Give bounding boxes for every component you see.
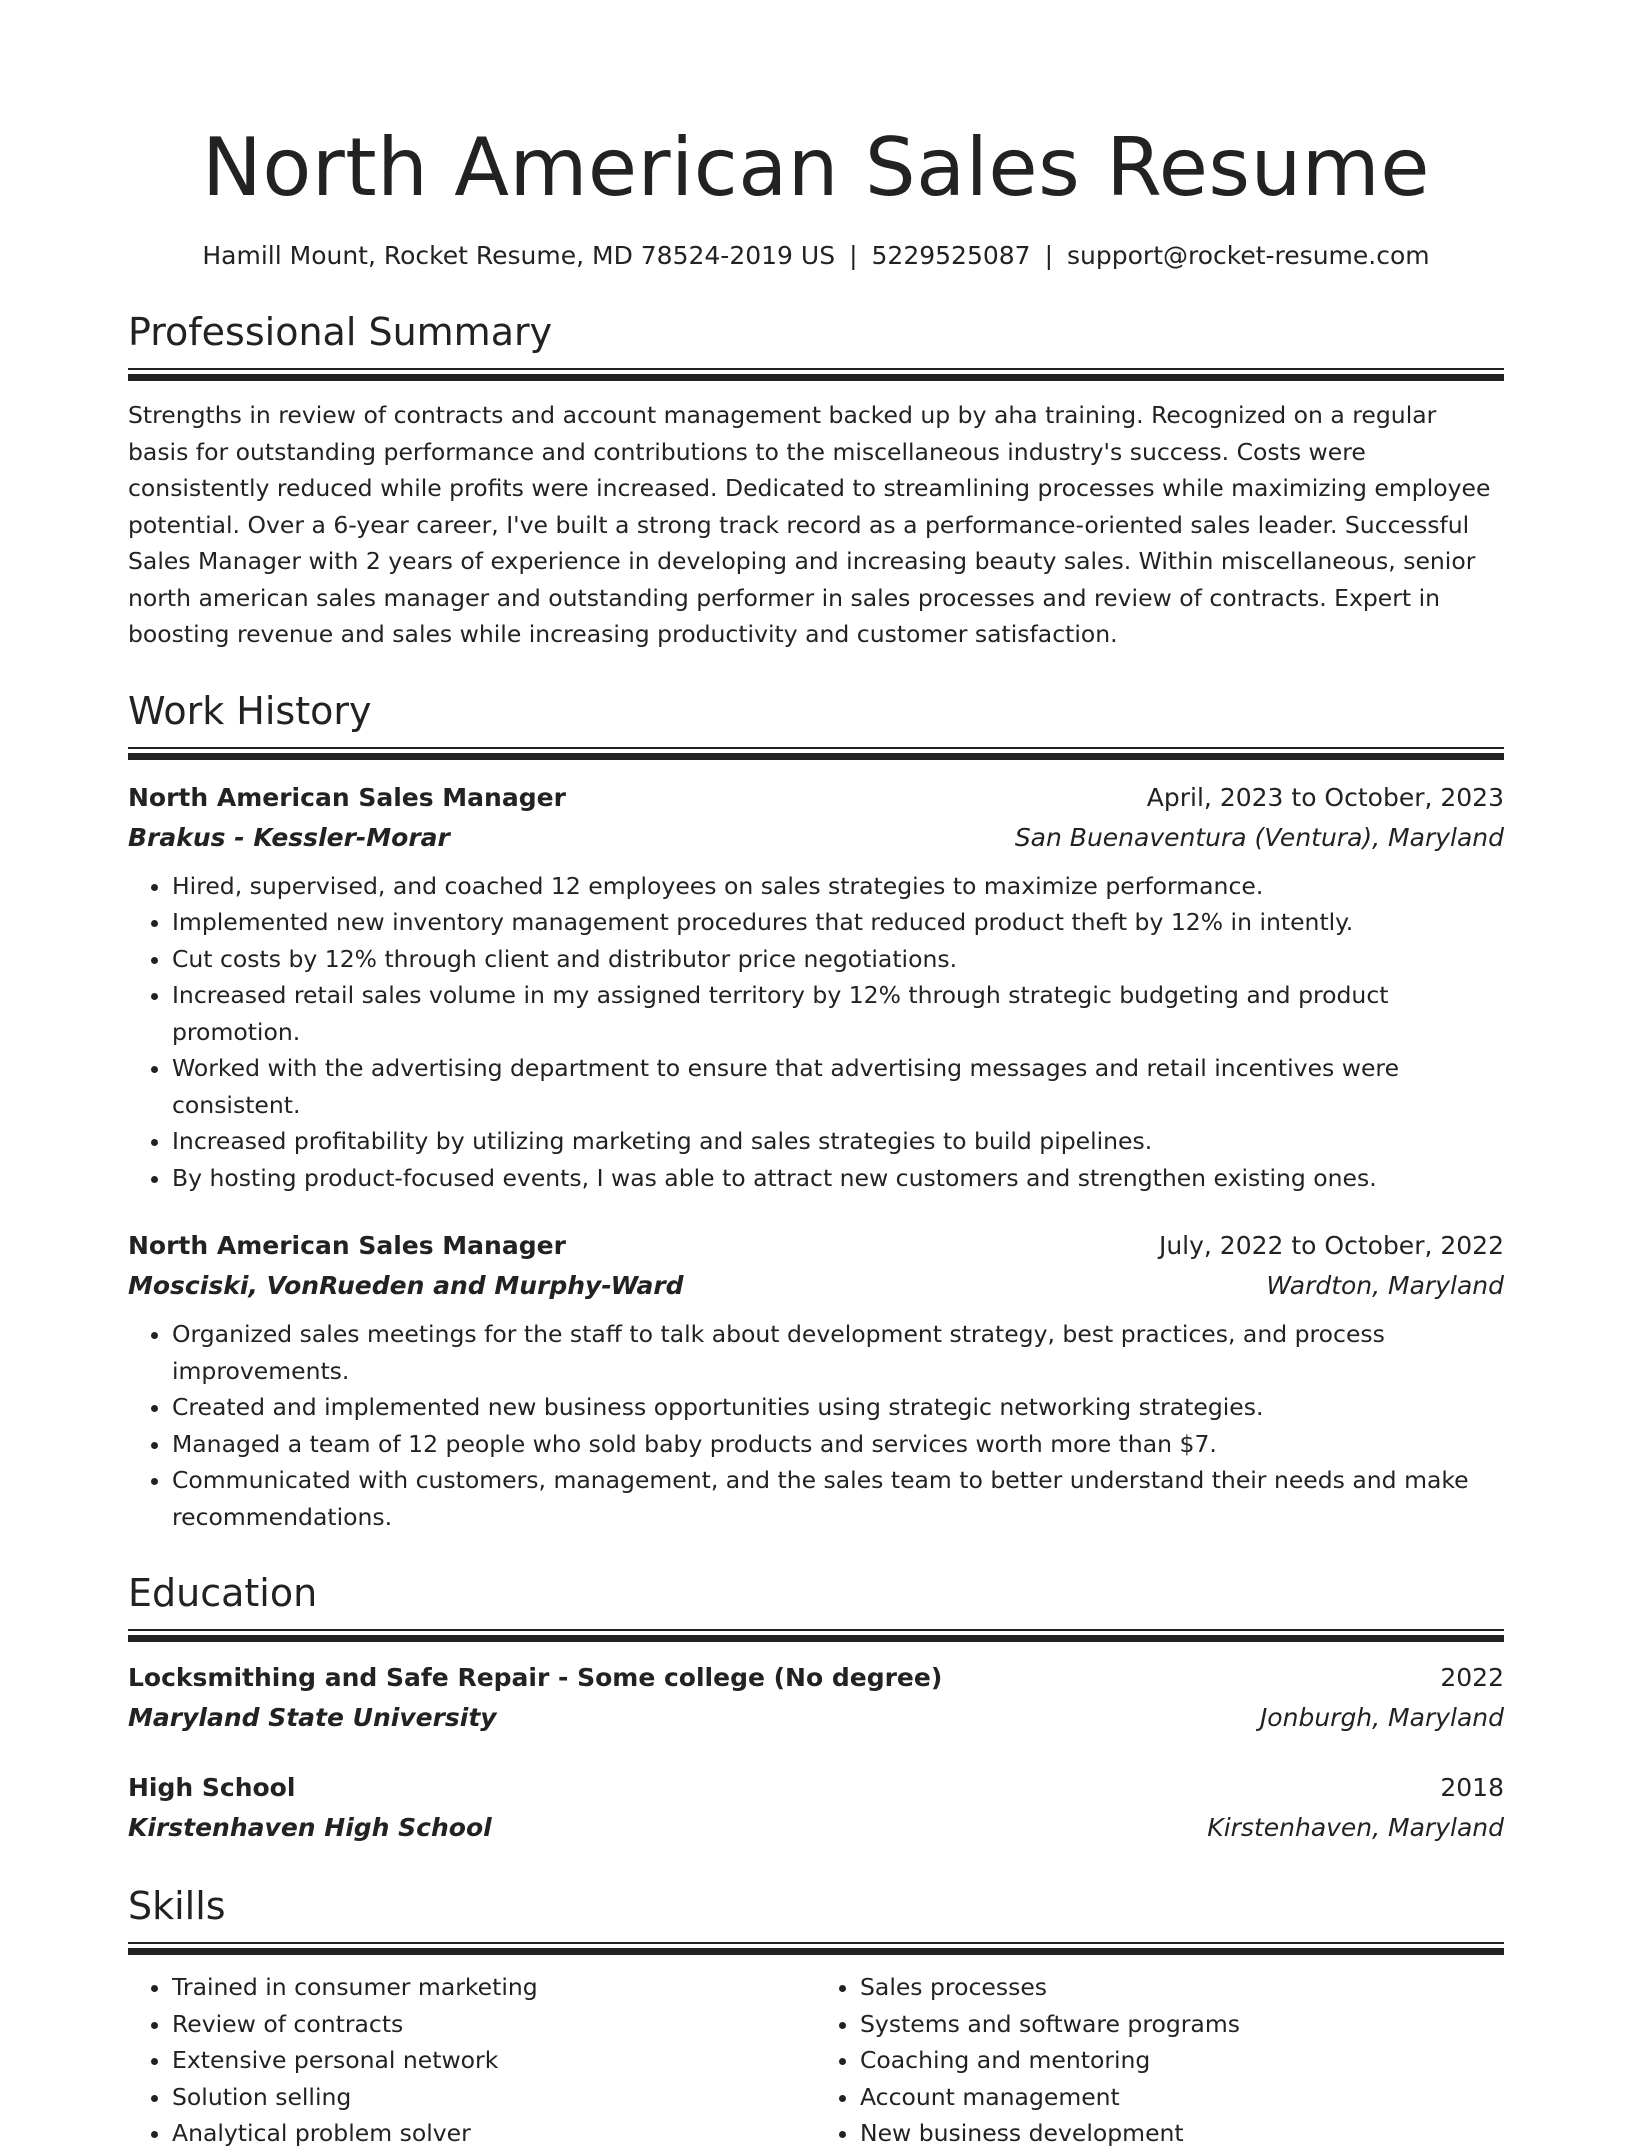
- skill-item: • Account management: [860, 2079, 1504, 2116]
- job-title: North American Sales Manager: [128, 782, 566, 812]
- job-bullet: • Increased profitability by utilizing marketing and sales strategies to build pipelines.: [172, 1123, 1504, 1160]
- summary-section: [128, 308, 1504, 653]
- job-dates: July, 2022 to October, 2022: [1158, 1231, 1504, 1260]
- education-entry: [128, 1768, 1504, 1848]
- section-divider-thin: [128, 747, 1504, 749]
- section-divider-thick: [128, 1948, 1504, 1955]
- skills-section: [128, 1882, 1504, 2152]
- skills-column-right: [816, 1969, 1504, 2152]
- education-degree: Locksmithing and Safe Repair - Some college (No degree): [128, 1663, 943, 1692]
- skill-item: • Trained in consumer marketing: [172, 1969, 816, 2006]
- job-bullets: [128, 1316, 1504, 1535]
- job-company-row: [128, 818, 1504, 858]
- skills-list: [816, 1969, 1504, 2152]
- section-divider-thin: [128, 368, 1504, 370]
- education-degree: High School: [128, 1773, 296, 1802]
- skill-item: • New business development: [860, 2115, 1504, 2152]
- job-bullet: • Worked with the advertising department to ensure that advertising messages and retail incentives were consistent.: [172, 1050, 1504, 1123]
- job-bullet: • Cut costs by 12% through client and distributor price negotiations.: [172, 941, 1504, 978]
- education-school-row: [128, 1808, 1504, 1848]
- job-dates: April, 2023 to October, 2023: [1146, 782, 1504, 812]
- job-entry: [128, 1226, 1504, 1535]
- section-divider-thin: [128, 1629, 1504, 1631]
- job-bullet: • Organized sales meetings for the staff to talk about development strategy, best practices, and process improvements.: [172, 1316, 1504, 1389]
- education-school: Maryland State University: [128, 1703, 497, 1732]
- section-divider-thick: [128, 1635, 1504, 1642]
- contact-email: support@rocket-resume.com: [1067, 241, 1430, 270]
- job-bullet: • Implemented new inventory management procedures that reduced product theft by 12% in intently.: [172, 904, 1504, 941]
- section-divider-thick: [128, 374, 1504, 381]
- job-bullet: • Increased retail sales volume in my assigned territory by 12% through strategic budgeting and product promotion.: [172, 977, 1504, 1050]
- education-location: Jonburgh, Maryland: [1259, 1703, 1504, 1732]
- job-company: Brakus - Kessler-Morar: [128, 822, 450, 852]
- job-bullet: • Communicated with customers, management, and the sales team to better understand their needs and make recommendations.: [172, 1462, 1504, 1535]
- work-history-section: [128, 687, 1504, 1536]
- section-divider-thin: [128, 1942, 1504, 1944]
- skill-item: • Systems and software programs: [860, 2006, 1504, 2043]
- education-year: 2022: [1440, 1663, 1504, 1692]
- education-header-row: [128, 1658, 1504, 1698]
- resume-title: North American Sales Resume: [202, 121, 1430, 214]
- section-title-education: Education: [128, 1571, 318, 1615]
- job-bullet: • By hosting product-focused events, I was able to attract new customers and strengthen existing ones.: [172, 1160, 1504, 1197]
- job-location: Wardton, Maryland: [1266, 1271, 1504, 1300]
- skill-item: • Sales processes: [860, 1969, 1504, 2006]
- skill-item: • Extensive personal network: [172, 2042, 816, 2079]
- section-title-work-history: Work History: [128, 688, 372, 733]
- education-header-row: [128, 1768, 1504, 1808]
- job-company-row: [128, 1266, 1504, 1306]
- job-company: Mosciski, VonRueden and Murphy-Ward: [128, 1271, 684, 1300]
- education-location: Kirstenhaven, Maryland: [1207, 1813, 1504, 1842]
- education-school: Kirstenhaven High School: [128, 1813, 492, 1842]
- section-title-summary: Professional Summary: [128, 310, 553, 354]
- skills-column-left: [128, 1969, 816, 2152]
- job-title: North American Sales Manager: [128, 1231, 566, 1260]
- contact-phone: 5229525087: [871, 241, 1031, 270]
- job-header-row: [128, 1226, 1504, 1266]
- education-school-row: [128, 1698, 1504, 1738]
- summary-text: Strengths in review of contracts and account management backed up by aha training. Recognized on a regular basis for outstanding performance and contributions to the miscellaneous industry's success. Costs were consistently reduced while profits were increased. Dedicated to streamlining processes while maximizing employee potential. Over a 6-year career, I've built a strong track record as a performance-oriented sales leader. Successful Sales Manager with 2 years of experience in developing and increasing beauty sales. Within miscellaneous, senior north american sales manager and outstanding performer in sales processes and review of contracts. Expert in boosting revenue and sales while increasing productivity and customer satisfaction.: [128, 401, 1491, 648]
- skill-item: • Solution selling: [172, 2079, 816, 2116]
- skill-item: • Review of contracts: [172, 2006, 816, 2043]
- skills-grid: [128, 1969, 1504, 2152]
- job-location: San Buenaventura (Ventura), Maryland: [1014, 822, 1504, 852]
- job-header-row: [128, 778, 1504, 818]
- job-bullet: • Hired, supervised, and coached 12 employees on sales strategies to maximize performance.: [172, 868, 1504, 905]
- contact-separator: |: [1044, 241, 1054, 270]
- job-bullet: • Managed a team of 12 people who sold baby products and services worth more than $7.: [172, 1426, 1504, 1463]
- contact-line: [128, 238, 1504, 274]
- job-entry: [128, 778, 1504, 1197]
- education-section: [128, 1569, 1504, 1848]
- section-title-skills: Skills: [128, 1884, 226, 1928]
- contact-separator: |: [849, 241, 858, 270]
- job-bullets: [128, 868, 1504, 1197]
- contact-address: Hamill Mount, Rocket Resume, MD 78524-2019 US: [202, 241, 836, 270]
- skill-item: • Coaching and mentoring: [860, 2042, 1504, 2079]
- skills-list: [128, 1969, 816, 2152]
- section-divider-thick: [128, 753, 1504, 760]
- job-bullet: • Created and implemented new business opportunities using strategic networking strategies.: [172, 1389, 1504, 1426]
- education-entry: [128, 1658, 1504, 1738]
- education-year: 2018: [1440, 1773, 1504, 1802]
- skill-item: • Analytical problem solver: [172, 2115, 816, 2152]
